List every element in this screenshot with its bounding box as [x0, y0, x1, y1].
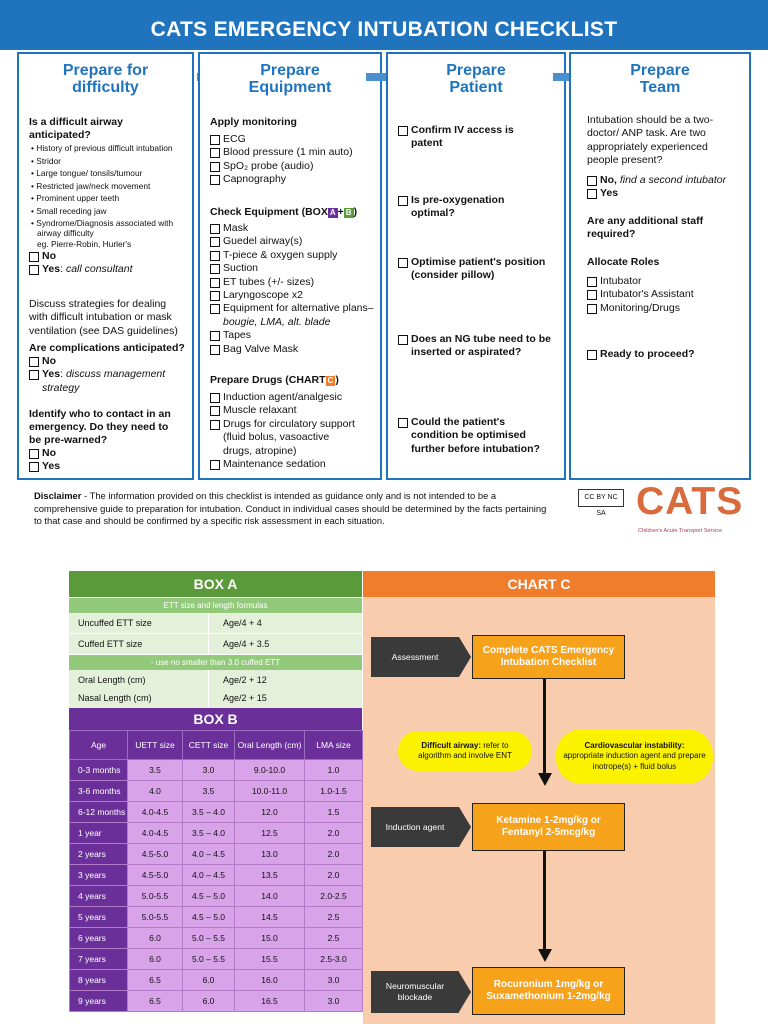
checklist-item[interactable]: Monitoring/Drugs [587, 302, 743, 315]
checkbox[interactable] [210, 291, 220, 301]
column-header: UETT size [128, 731, 183, 760]
checklist-item[interactable]: Blood pressure (1 min auto) [210, 146, 374, 159]
table-cell: 5.0-5.5 [128, 907, 183, 928]
checkbox[interactable] [210, 237, 220, 247]
checkbox[interactable] [398, 335, 408, 345]
checkbox[interactable] [29, 252, 39, 262]
checkbox[interactable] [210, 304, 220, 314]
arrow-down-icon [538, 949, 552, 962]
column-heading: Prepare for difficulty [62, 62, 149, 96]
no-checkbox[interactable]: No [29, 250, 186, 263]
checklist-item[interactable]: Drugs for circulatory support (fluid bolus, vasoactive drugs, atropine) [210, 418, 374, 458]
checklist-item[interactable]: ECG [210, 133, 374, 146]
table-cell: 3.0 [305, 991, 363, 1012]
table-row: Cuffed ETT size Age/4 + 3.5 [69, 634, 362, 655]
yes-checkbox[interactable]: Yes [587, 187, 743, 200]
yes-checkbox[interactable]: Yes : call consultant [29, 263, 186, 276]
table-cell: 13.5 [235, 865, 305, 886]
checklist-item[interactable]: Guedel airway(s) [210, 235, 374, 248]
checkbox[interactable] [210, 393, 220, 403]
discuss-strategies-text: Discuss strategies for dealing with difficult intubation or mask ventilation (see DAS guidelines) [29, 298, 178, 337]
table-cell: 9.0-10.0 [235, 760, 305, 781]
checklist-item[interactable]: Maintenance sedation [210, 458, 374, 471]
age-cell: 4 years [70, 886, 128, 907]
cats-logo: CATS [636, 480, 744, 523]
checkbox[interactable] [210, 331, 220, 341]
table-cell: 4.0 – 4.5 [183, 844, 235, 865]
table-cell: 4.0 [128, 781, 183, 802]
age-cell: 8 years [70, 970, 128, 991]
table-row [70, 991, 363, 1012]
age-cell: 1 year [70, 823, 128, 844]
apply-monitoring-heading: Apply monitoring [210, 116, 297, 128]
checklist-item[interactable]: Suction [210, 262, 374, 275]
table-cell: 6.5 [128, 970, 183, 991]
list-item: • Syndrome/Diagnosis associated with [31, 218, 186, 228]
emergency-contact-question: Identify who to contact in an emergency. Do they need to be pre-warned? [29, 408, 171, 446]
table-cell: 6.5 [128, 991, 183, 1012]
checkbox[interactable] [210, 345, 220, 355]
checkbox[interactable] [398, 196, 408, 206]
table-cell: 6.0 [128, 928, 183, 949]
list-item: • Large tongue/ tonsils/tumour [31, 167, 186, 180]
checklist-item[interactable]: Capnography [210, 173, 374, 186]
age-cell: 3-6 months [70, 781, 128, 802]
table-cell: 5.0 – 5.5 [183, 949, 235, 970]
checkbox[interactable] [210, 278, 220, 288]
table-row [70, 760, 363, 781]
column-heading: Prepare Equipment [248, 62, 332, 96]
checklist-item[interactable]: Laryngoscope x2 [210, 289, 374, 302]
table-cell: 2.0 [305, 865, 363, 886]
table-cell: 3.0 [183, 760, 235, 781]
box-b-tag: B [345, 208, 352, 217]
table-cell: 16.0 [235, 970, 305, 991]
table-cell: 4.0 – 4.5 [183, 865, 235, 886]
checkbox[interactable] [398, 126, 408, 136]
checkbox[interactable] [29, 357, 39, 367]
table-row [70, 865, 363, 886]
table-cell: 14.5 [235, 907, 305, 928]
cardiovascular-note: Cardiovascular instability: appropriate induction agent and prepare inotrope(s) + fluid bolus [556, 729, 713, 784]
checklist-item[interactable]: Muscle relaxant [210, 404, 374, 417]
chart-c-tag: C [327, 376, 334, 385]
checkbox[interactable] [398, 258, 408, 268]
table-row [70, 781, 363, 802]
table-cell: 6.0 [128, 949, 183, 970]
checkbox[interactable] [587, 290, 597, 300]
checkbox[interactable] [29, 462, 39, 472]
table-row [70, 823, 363, 844]
allocate-roles-heading: Allocate Roles [587, 256, 660, 268]
table-cell: 3.0 [305, 970, 363, 991]
team-intro-text: Intubation should be a two- doctor/ ANP task. Are two appropriately experienced people present? [587, 114, 714, 167]
list-item: • Stridor [31, 155, 186, 168]
checkbox[interactable] [29, 449, 39, 459]
prepare-team-column [569, 52, 751, 480]
table-cell: 15.5 [235, 949, 305, 970]
complications-question: Are complications anticipated? [29, 342, 185, 354]
neuromuscular-blockade-label: Neuromuscular blockade [371, 971, 459, 1013]
table-cell: 1.0-1.5 [305, 781, 363, 802]
neuromuscular-step: Rocuronium 1mg/kg or Suxamethonium 1-2mg/kg [472, 967, 625, 1015]
table-cell: 2.0 [305, 823, 363, 844]
box-b-heading: BOX B [69, 708, 362, 730]
checkbox[interactable] [29, 370, 39, 380]
table-cell: 14.0 [235, 886, 305, 907]
checkbox[interactable] [210, 135, 220, 145]
check-equipment-heading: Check Equipment (BOX A + B ) [210, 206, 358, 218]
table-cell: 6.0 [183, 970, 235, 991]
age-cell: 6-12 months [70, 802, 128, 823]
table-row: Nasal Length (cm) Age/2 + 15 [69, 688, 362, 709]
no-checkbox[interactable]: No [29, 447, 186, 460]
assessment-label: Assessment [371, 637, 459, 677]
table-cell: 6.0 [183, 991, 235, 1012]
table-cell: 4.5 – 5.0 [183, 886, 235, 907]
checklist-item[interactable]: Equipment for alternative plans– bougie, LMA, alt. blade [210, 302, 374, 329]
arrow-down-icon [538, 773, 552, 786]
column-header: Age [70, 731, 128, 760]
induction-step: Ketamine 1-2mg/kg or Fentanyl 2-5mcg/kg [472, 803, 625, 851]
ett-formula-bar: ETT size and length formulas [69, 598, 362, 613]
list-item: • Restricted jaw/neck movement [31, 180, 186, 193]
page-title: CATS EMERGENCY INTUBATION CHECKLIST [0, 0, 768, 50]
column-header: CETT size [183, 731, 235, 760]
table-row [70, 844, 363, 865]
checklist-item[interactable]: T-piece & oxygen supply [210, 249, 374, 262]
prepare-patient-column [386, 52, 566, 480]
checkbox[interactable] [210, 406, 220, 416]
no-checkbox[interactable]: No, find a second intubator [587, 174, 743, 187]
table-cell: 2.5 [305, 907, 363, 928]
checkbox[interactable] [210, 420, 220, 430]
creative-commons-icon: CC BY NC SA [578, 489, 624, 507]
checkbox[interactable] [587, 304, 597, 314]
age-cell: 6 years [70, 928, 128, 949]
flow-line [543, 851, 546, 951]
checklist-item[interactable]: Intubator [587, 275, 743, 288]
table-cell: 12.5 [235, 823, 305, 844]
table-cell: 2.0-2.5 [305, 886, 363, 907]
checklist-item[interactable]: Tapes [210, 329, 374, 342]
checkbox[interactable] [210, 264, 220, 274]
no-checkbox[interactable]: No [29, 355, 186, 368]
table-cell: 4.0-4.5 [128, 802, 183, 823]
table-cell: 4.5-5.0 [128, 844, 183, 865]
box-a-heading: BOX A [69, 571, 362, 597]
table-row: Uncuffed ETT size Age/4 + 4 [69, 613, 362, 634]
chart-c-heading: CHART C [363, 571, 715, 597]
column-header: LMA size [305, 731, 363, 760]
box-a-tag: A [329, 208, 336, 217]
table-cell: 2.5 [305, 928, 363, 949]
table-row [70, 802, 363, 823]
cats-logo-subtitle: Children's Acute Transport Service [638, 528, 723, 534]
checkbox[interactable] [398, 418, 408, 428]
column-heading: Prepare Team [630, 62, 690, 96]
age-cell: 5 years [70, 907, 128, 928]
table-cell: 1.0 [305, 760, 363, 781]
ett-size-table [69, 730, 363, 1012]
table-row: Oral Length (cm) Age/2 + 12 [69, 670, 362, 691]
additional-staff-question: Are any additional staff required? [587, 215, 704, 240]
table-cell: 16.5 [235, 991, 305, 1012]
table-cell: 2.0 [305, 844, 363, 865]
checklist-step: Complete CATS Emergency Intubation Checklist [472, 635, 625, 679]
checkbox[interactable] [210, 148, 220, 158]
table-cell: 4.0-4.5 [128, 823, 183, 844]
table-row [70, 949, 363, 970]
difficult-airway-note: Difficult airway: refer to algorithm and involve ENT [398, 731, 532, 771]
age-cell: 0-3 months [70, 760, 128, 781]
checklist-item[interactable]: Intubator's Assistant [587, 288, 743, 301]
yes-checkbox[interactable]: Yes: discuss management strategy [29, 368, 186, 395]
table-cell: 1.5 [305, 802, 363, 823]
checkbox[interactable] [210, 251, 220, 261]
checkbox[interactable] [587, 176, 597, 186]
table-cell: 3.5 – 4.0 [183, 802, 235, 823]
checkbox[interactable] [587, 350, 597, 360]
checkbox[interactable] [29, 265, 39, 275]
risk-factor-list: • History of previous difficult intubation • Stridor • Large tongue/ tonsils/tumour • Restricted jaw/neck movement • Prominent upper teeth • Small receding jaw • Syndrome/Diagnosis associated with airway difficulty eg. Pierre-Robin, Hurler's [29, 142, 186, 250]
checklist-item[interactable]: Mask [210, 222, 374, 235]
cuffed-note-bar: - use no smaller than 3.0 cuffed ETT [69, 655, 362, 670]
checkbox[interactable] [210, 460, 220, 470]
induction-agent-label: Induction agent [371, 807, 459, 847]
table-cell: 3.5 [128, 760, 183, 781]
disclaimer-text: Disclaimer - The information provided on this checklist is intended as guidance only and is not intended to be a comprehensive guide to preparation for intubation. Conduct in individual cases should be determined by the facts pertaining to that case and should be confirmed by a specific risk assessment in each situation. [34, 490, 547, 527]
checklist-item[interactable]: Bag Valve Mask [210, 343, 374, 356]
flow-line [543, 679, 546, 775]
table-row [70, 970, 363, 991]
checkbox[interactable] [587, 277, 597, 287]
table-cell: 4.5 – 5.0 [183, 907, 235, 928]
table-cell: 3.5 [183, 781, 235, 802]
yes-checkbox[interactable]: Yes [29, 460, 186, 473]
checklist-item[interactable]: ET tubes (+/- sizes) [210, 276, 374, 289]
table-cell: 5.0 – 5.5 [183, 928, 235, 949]
checklist-item[interactable]: Could the patient's condition be optimised further before intubation? [398, 416, 558, 456]
prepare-difficulty-column [17, 52, 194, 480]
prepare-equipment-column [198, 52, 382, 480]
checklist-item[interactable]: Is pre-oxygenation optimal? [398, 194, 558, 221]
checklist-item[interactable]: SpO₂ probe (audio) [210, 160, 374, 173]
age-cell: 9 years [70, 991, 128, 1012]
age-cell: 3 years [70, 865, 128, 886]
difficult-airway-question: Is a difficult airway anticipated? [29, 116, 123, 141]
checklist-item[interactable]: Induction agent/analgesic [210, 391, 374, 404]
age-cell: 2 years [70, 844, 128, 865]
checkbox[interactable] [210, 175, 220, 185]
checkbox[interactable] [210, 224, 220, 234]
table-cell: 15.0 [235, 928, 305, 949]
checklist-item[interactable]: Optimise patient's position (consider pillow) [398, 256, 558, 283]
table-cell: 13.0 [235, 844, 305, 865]
checklist-item[interactable]: Confirm IV access is patent [398, 124, 558, 151]
checklist-item[interactable]: Does an NG tube need to be inserted or aspirated? [398, 333, 558, 360]
table-row [70, 928, 363, 949]
table-cell: 2.5-3.0 [305, 949, 363, 970]
ready-checkbox[interactable]: Ready to proceed? [587, 348, 743, 361]
age-cell: 7 years [70, 949, 128, 970]
checkbox[interactable] [587, 189, 597, 199]
chart-c-flowchart [363, 597, 715, 1024]
table-cell: 3.5 – 4.0 [183, 823, 235, 844]
table-cell: 12.0 [235, 802, 305, 823]
list-item: • Small receding jaw [31, 205, 186, 218]
column-header: Oral Length (cm) [235, 731, 305, 760]
table-row [70, 886, 363, 907]
prepare-drugs-heading: Prepare Drugs (CHART C ) [210, 374, 339, 386]
list-item: • Prominent upper teeth [31, 192, 186, 205]
list-item: • History of previous difficult intubation [31, 142, 186, 155]
table-row [70, 907, 363, 928]
checkbox[interactable] [210, 162, 220, 172]
table-cell: 4.5-5.0 [128, 865, 183, 886]
table-cell: 5.0-5.5 [128, 886, 183, 907]
table-cell: 10.0-11.0 [235, 781, 305, 802]
column-heading: Prepare Patient [446, 62, 506, 96]
